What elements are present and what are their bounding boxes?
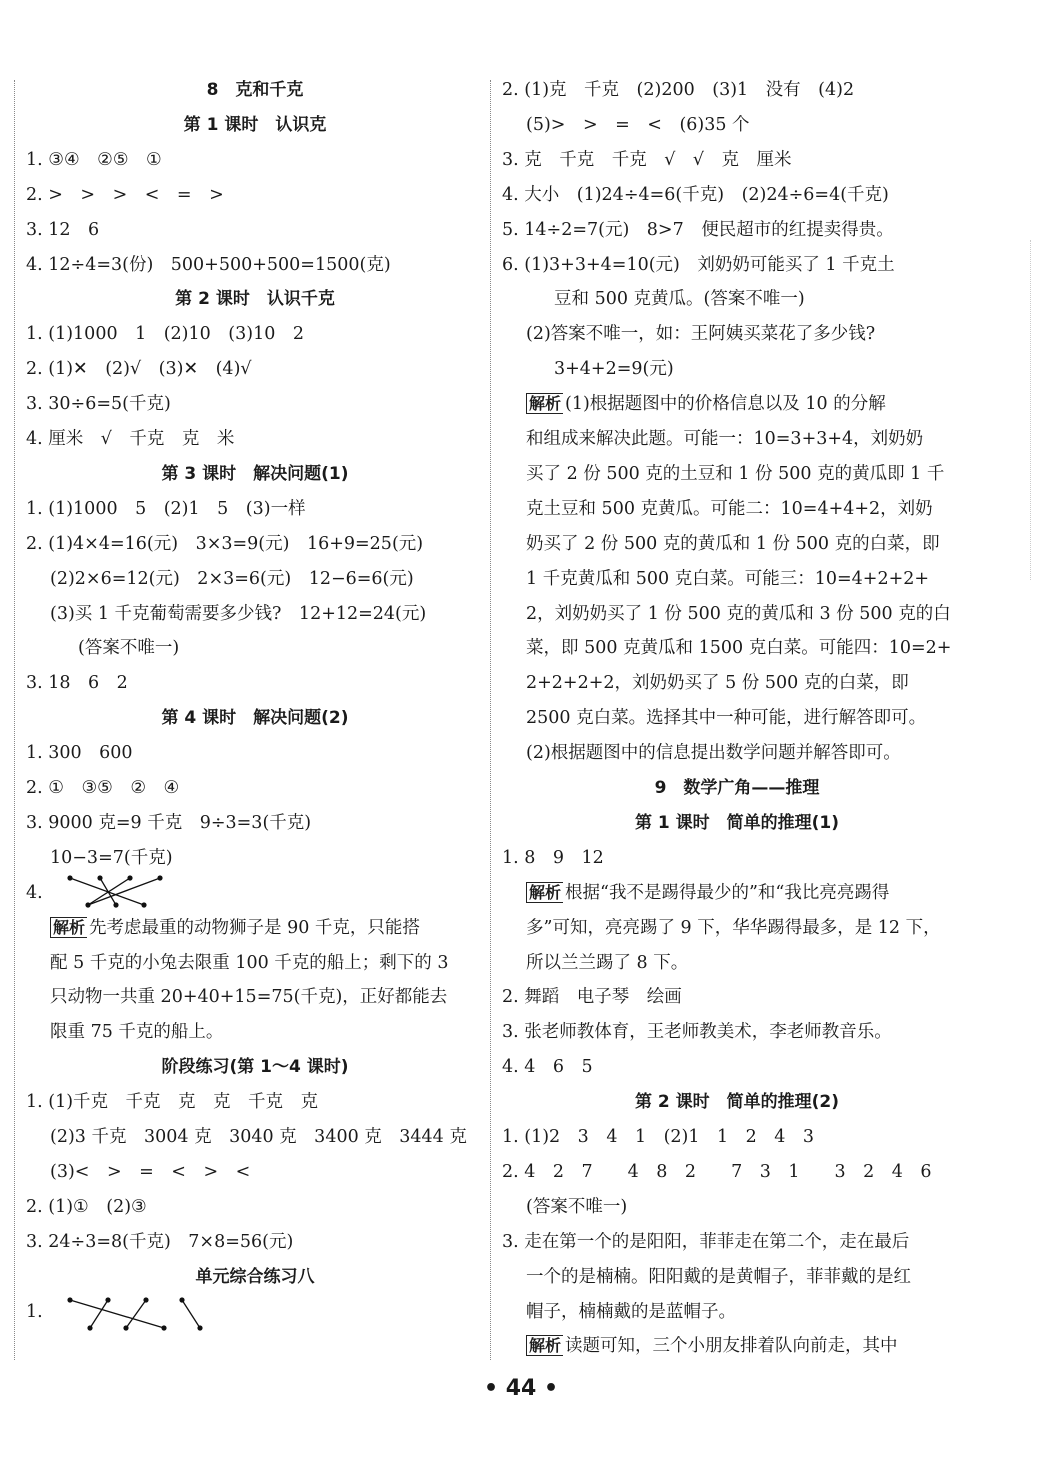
answer-line [50, 985, 447, 1009]
analysis-tag: 解析 [526, 393, 563, 414]
line-text: 5. 14÷2=7(元) 8>7 便民超市的红提卖得贵。 [502, 219, 894, 240]
line-text: 1. (1)1000 1 (2)10 (3)10 2 [26, 324, 304, 345]
line-text: 3. 9000 克=9 千克 9÷3=3(千克) [26, 812, 312, 833]
section-heading [26, 462, 484, 486]
line-text: 所以兰兰踢了 8 下。 [526, 952, 689, 973]
answer-line [526, 113, 750, 137]
line-text: 第 4 课时 解决问题(2) [161, 708, 349, 729]
line-text: 1 千克黄瓜和 500 克白菜。可能三：10=4+2+2+ [526, 568, 930, 589]
line-text: 阶段练习(第 1～4 课时) [161, 1057, 349, 1078]
answer-line [50, 1125, 467, 1149]
line-text: 4. 大小 (1)24÷4=6(千克) (2)24÷6=4(千克) [502, 184, 889, 205]
answer-line [26, 183, 224, 207]
line-text: 3. 24÷3=8(千克) 7×8=56(元) [26, 1231, 294, 1252]
answer-line [502, 183, 889, 207]
line-text: 单元综合练习八 [195, 1266, 315, 1287]
section-heading [26, 287, 484, 311]
answer-line [526, 741, 901, 765]
line-text: 3. 张老师教体育，王老师教美术，李老师教音乐。 [502, 1022, 892, 1043]
section-heading [26, 113, 484, 137]
left-margin-rule [14, 80, 15, 1360]
section-heading [502, 1090, 972, 1114]
answer-line [554, 357, 674, 381]
answer-line [50, 916, 420, 940]
line-text: 3. 30÷6=5(千克) [26, 394, 171, 415]
matching-diagram [48, 1294, 228, 1334]
answer-line [526, 1195, 627, 1219]
answer-line [26, 322, 304, 346]
answer-line [502, 148, 792, 172]
line-text: 第 2 课时 认识千克 [175, 289, 335, 310]
answer-line [26, 741, 133, 765]
line-text: 2. (1)① (2)③ [26, 1196, 147, 1217]
answer-line [526, 1300, 736, 1324]
line-text: 2. 舞蹈 电子琴 绘画 [502, 987, 682, 1008]
answer-line [78, 636, 179, 660]
line-text: 菜，即 500 克黄瓜和 1500 克白菜。可能四：10=2+ [526, 638, 952, 659]
answer-line [502, 1125, 814, 1149]
line-text: 1. 8 9 12 [502, 847, 604, 868]
line-text: (答案不唯一) [526, 1196, 628, 1217]
line-text: 和组成来解决此题。可能一：10=3+3+4，刘奶奶 [526, 429, 924, 449]
answer-line [502, 1230, 909, 1254]
line-text: (1)根据题图中的价格信息以及 10 的分解 [565, 394, 886, 415]
answer-line [502, 78, 854, 102]
answer-line [526, 602, 951, 626]
answer-line [526, 392, 886, 416]
answer-line [502, 1055, 593, 1079]
line-text: 读题可知，三个小朋友排着队向前走，其中 [565, 1336, 898, 1357]
answer-line [26, 497, 306, 521]
line-text: 4. 12÷4=3(份) 500+500+500=1500(克) [26, 254, 391, 275]
line-text: 奶买了 2 份 500 克的黄瓜和 1 份 500 克的白菜，即 [526, 533, 940, 554]
answer-line [526, 1334, 898, 1358]
answer-line [26, 148, 162, 172]
answer-line [526, 427, 923, 451]
line-text: 第 1 课时 简单的推理(1) [634, 812, 840, 833]
column-divider [490, 80, 491, 1360]
answer-line [526, 706, 926, 730]
answer-line [526, 497, 933, 521]
answer-line [502, 253, 895, 277]
answer-line [502, 846, 604, 870]
answer-line [26, 1230, 293, 1254]
answer-line [502, 985, 682, 1009]
answer-line [50, 602, 426, 626]
section-heading [26, 1265, 484, 1289]
line-text: 4. [26, 882, 43, 903]
answer-line [26, 1090, 318, 1114]
analysis-tag: 解析 [526, 1335, 563, 1356]
answer-line [26, 218, 99, 242]
line-text: 1. (1)2 3 4 1 (2)1 1 2 4 3 [502, 1127, 815, 1147]
line-text: 2，刘奶奶买了 1 份 500 克的黄瓜和 3 份 500 克的白 [526, 603, 951, 624]
line-text: 配 5 千克的小兔去限重 100 千克的船上；剩下的 3 [50, 952, 449, 973]
line-text: 6. (1)3+3+4=10(元) 刘奶奶可能买了 1 千克土 [502, 254, 895, 275]
line-text: 帽子，楠楠戴的是蓝帽子。 [526, 1301, 736, 1322]
match-line [70, 878, 144, 905]
section-heading [26, 706, 484, 730]
answer-line [26, 357, 252, 381]
line-text: 克土豆和 500 克黄瓜。可能二：10=4+4+2，刘奶 [526, 498, 933, 519]
line-text: 一个的是楠楠。阳阳戴的是黄帽子，菲菲戴的是红 [526, 1266, 911, 1287]
line-text: 1. 300 600 [26, 743, 133, 764]
line-text: 第 3 课时 解决问题(1) [161, 463, 349, 484]
line-text: 8 克和千克 [206, 80, 304, 100]
line-text: (3)买 1 千克葡萄需要多少钱? 12+12=24(元) [50, 603, 427, 624]
answer-line [50, 846, 173, 870]
line-text: (5)> > = < (6)35 个 [526, 114, 750, 135]
analysis-tag: 解析 [50, 917, 87, 938]
line-text: (2)答案不唯一，如：王阿姨买菜花了多少钱? [526, 324, 876, 345]
line-text: (3)< > = < > < [50, 1161, 251, 1182]
answer-line [50, 1020, 223, 1044]
answer-line [26, 1300, 43, 1324]
answer-line [26, 1195, 147, 1219]
line-text: 第 2 课时 简单的推理(2) [634, 1092, 840, 1113]
line-text: 4. 4 6 5 [502, 1057, 593, 1078]
answer-line [26, 881, 43, 905]
line-text: 1. (1)1000 5 (2)1 5 (3)一样 [26, 498, 306, 519]
line-text: 1. [26, 1301, 43, 1322]
answer-line [26, 427, 234, 451]
line-text: (答案不唯一) [78, 638, 180, 659]
section-heading [26, 78, 484, 102]
line-text: 根据“我不是踢得最少的”和“我比亮亮踢得 [565, 882, 890, 903]
match-line [70, 1300, 164, 1328]
line-text: 1. (1)千克 千克 克 克 千克 克 [26, 1092, 319, 1113]
line-text: 只动物一共重 20+40+15=75(千克)，正好都能去 [50, 987, 448, 1008]
line-text: 限重 75 千克的船上。 [50, 1022, 224, 1043]
line-text: (2)2×6=12(元) 2×3=6(元) 12−6=6(元) [50, 568, 414, 589]
line-text: 2+2+2+2，刘奶奶买了 5 份 500 克的白菜，即 [526, 673, 909, 694]
answer-line [526, 671, 909, 695]
match-line [182, 1300, 200, 1328]
answer-line [502, 1020, 892, 1044]
match-line [126, 1300, 146, 1328]
answer-line [26, 811, 311, 835]
line-text: 4. 厘米 √ 千克 克 米 [26, 429, 235, 449]
section-heading [26, 1055, 484, 1079]
line-text: (2)根据题图中的信息提出数学问题并解答即可。 [526, 743, 901, 764]
line-text: 买了 2 份 500 克的土豆和 1 份 500 克的黄瓜即 1 千 [526, 463, 945, 484]
section-heading [502, 811, 972, 835]
answer-line [526, 916, 941, 940]
answer-line [26, 776, 179, 800]
match-line [90, 1300, 108, 1328]
answer-line [26, 392, 171, 416]
line-text: 2. (1)克 千克 (2)200 (3)1 没有 (4)2 [502, 80, 855, 100]
answer-line [526, 462, 944, 486]
line-text: 3. 克 千克 千克 √ √ 克 厘米 [502, 149, 792, 170]
answer-line [50, 567, 414, 591]
line-text: 3+4+2=9(元) [554, 359, 674, 380]
analysis-tag: 解析 [526, 882, 563, 903]
answer-line [502, 1160, 932, 1184]
line-text: 2500 克白菜。选择其中一种可能，进行解答即可。 [526, 708, 927, 729]
answer-line [50, 951, 448, 975]
line-text: 2. (1)✕ (2)√ (3)✕ (4)√ [26, 359, 252, 380]
line-text: 3. 18 6 2 [26, 673, 128, 694]
section-heading [502, 776, 972, 800]
answer-line [26, 532, 423, 556]
line-text: 1. ③④ ②⑤ ① [26, 149, 162, 170]
line-text: 豆和 500 克黄瓜。(答案不唯一) [554, 289, 805, 310]
answer-line [554, 287, 805, 311]
line-text: 3. 走在第一个的是阳阳，菲菲走在第二个，走在最后 [502, 1231, 910, 1252]
answer-line [526, 636, 951, 660]
answer-line [26, 253, 391, 277]
answer-line [526, 951, 688, 975]
answer-line [526, 322, 875, 346]
line-text: 2. ① ③⑤ ② ④ [26, 778, 180, 798]
answer-line [50, 1160, 250, 1184]
line-text: 2. > > > < = > [26, 184, 224, 205]
line-text: (2)3 千克 3004 克 3040 克 3400 克 3444 克 [50, 1127, 467, 1147]
matching-diagram [48, 875, 228, 915]
line-text: 3. 12 6 [26, 219, 100, 240]
line-text: 2. (1)4×4=16(元) 3×3=9(元) 16+9=25(元) [26, 533, 424, 554]
line-text: 第 1 课时 认识克 [183, 114, 327, 135]
line-text: 2. 4 2 7 4 8 2 7 3 1 3 2 4 6 [502, 1161, 932, 1182]
answer-line [502, 218, 894, 242]
answer-line [526, 1265, 911, 1289]
page-number: • 44 • [483, 1376, 559, 1401]
line-text: 9 数学广角——推理 [654, 778, 820, 798]
line-text: 10−3=7(千克) [50, 847, 173, 868]
answer-line [26, 671, 128, 695]
answer-line [526, 567, 929, 591]
line-text: 先考虑最重的动物狮子是 90 千克，只能搭 [89, 917, 420, 938]
right-margin-rule [1030, 240, 1031, 580]
answer-line [526, 881, 889, 905]
line-text: 多”可知，亮亮踢了 9 下，华华踢得最多，是 12 下， [526, 917, 941, 938]
answer-line [526, 532, 940, 556]
